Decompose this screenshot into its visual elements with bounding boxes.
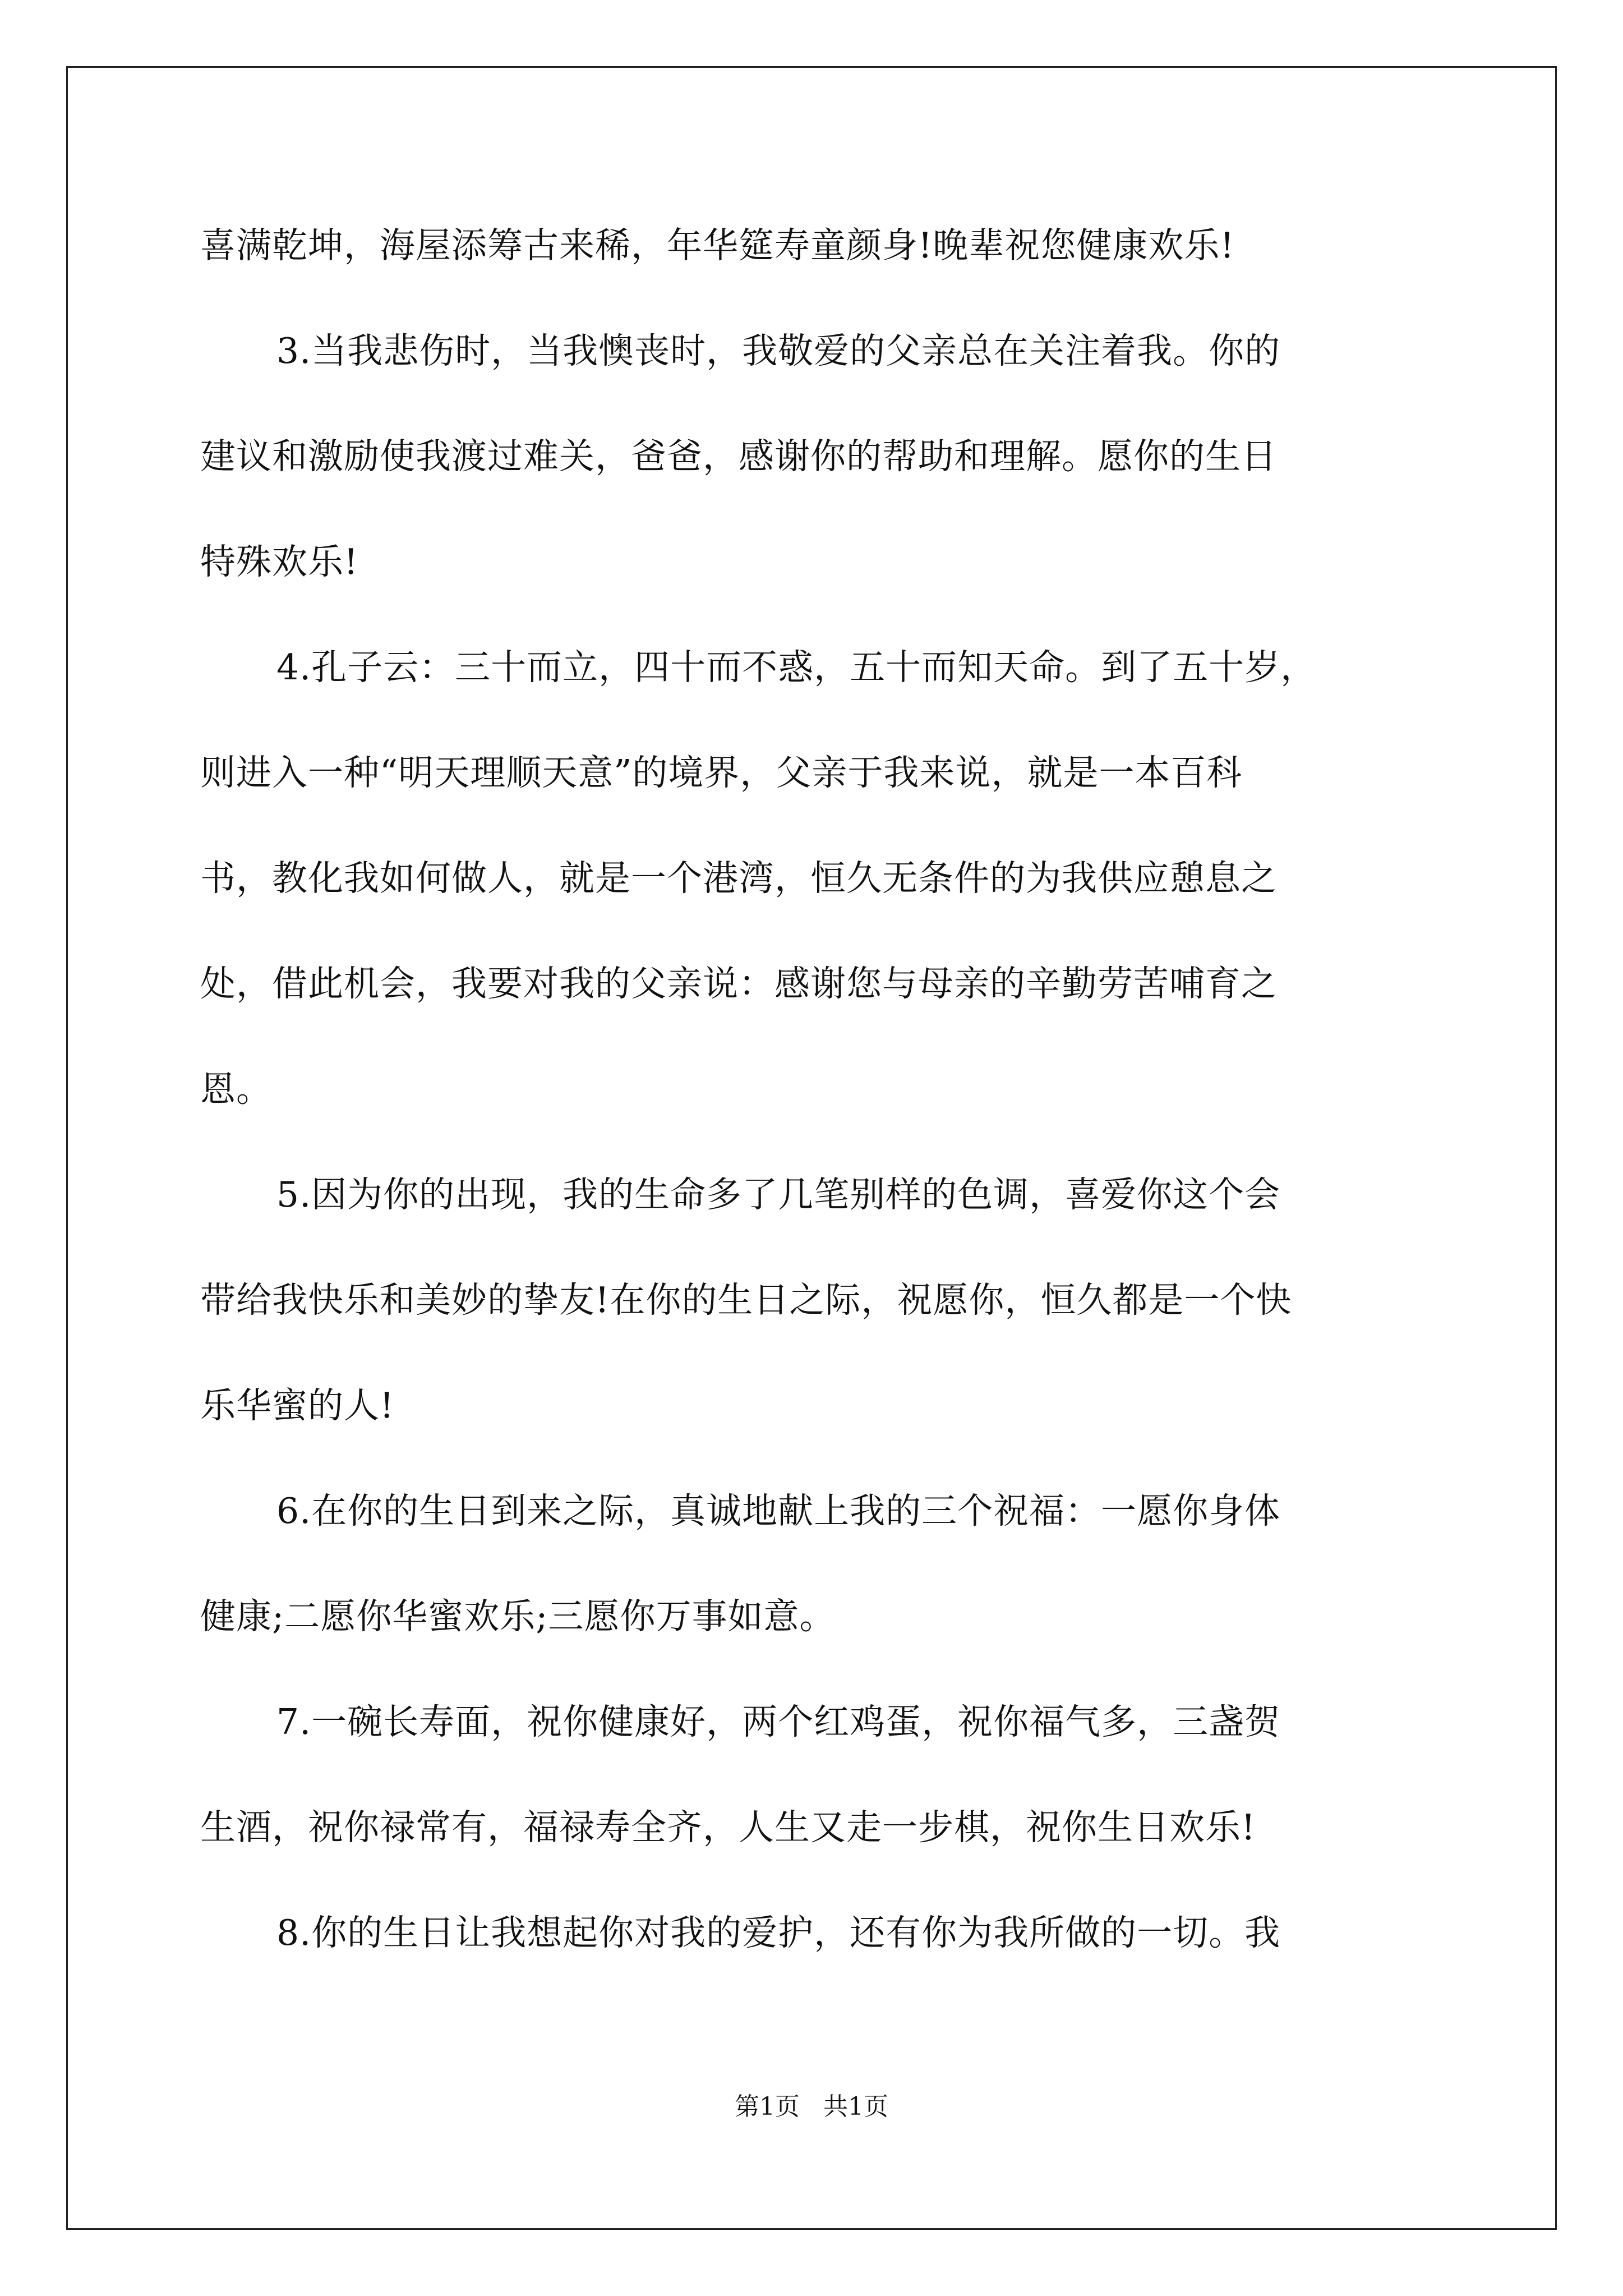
paragraph-7-line-2: 生酒，祝你禄常有，福禄寿全齐，人生又走一步棋，祝你生日欢乐! xyxy=(200,1807,1256,1848)
paragraph-8-line-1: 8.你的生日让我想起你对我的爱护，还有你为我所做的一切。我 xyxy=(276,1912,1281,1953)
paragraph-4-line-4: 处，借此机会，我要对我的父亲说：感谢您与母亲的辛勤劳苦哺育之 xyxy=(200,963,1277,1004)
page-border xyxy=(66,66,1557,2230)
paragraph-4-line-3: 书，教化我如何做人，就是一个港湾，恒久无条件的为我供应憩息之 xyxy=(200,858,1277,899)
footer-spacer xyxy=(800,2092,823,2121)
paragraph-7-line-1: 7.一碗长寿面，祝你健康好，两个红鸡蛋，祝你福气多，三盏贺 xyxy=(276,1701,1281,1742)
paragraph-5-line-1: 5.因为你的出现，我的生命多了几笔别样的色调，喜爱你这个会 xyxy=(276,1174,1281,1215)
paragraph-3-line-3: 特殊欢乐! xyxy=(200,541,359,582)
paragraph-3-line-2: 建议和激励使我渡过难关，爸爸，感谢你的帮助和理解。愿你的生日 xyxy=(200,436,1277,477)
page-number: 第1页 xyxy=(735,2092,800,2121)
paragraph-6-line-2: 健康;二愿你华蜜欢乐;三愿你万事如意。 xyxy=(200,1596,836,1637)
text-line: 喜满乾坤，海屋添筹古来稀，年华筵寿童颜身!晚辈祝您健康欢乐! xyxy=(200,225,1235,266)
paragraph-3-line-1: 3.当我悲伤时，当我懊丧时，我敬爱的父亲总在关注着我。你的 xyxy=(276,330,1281,371)
paragraph-6-line-1: 6.在你的生日到来之际，真诚地献上我的三个祝福：一愿你身体 xyxy=(276,1490,1281,1531)
page-total: 共1页 xyxy=(823,2092,888,2121)
paragraph-4-line-1: 4.孔子云：三十而立，四十而不惑，五十而知天命。到了五十岁， xyxy=(276,647,1317,688)
page-footer xyxy=(0,2091,1623,2123)
paragraph-4-line-2: 则进入一种“明天理顺天意”的境界，父亲于我来说，就是一本百科 xyxy=(200,752,1243,793)
paragraph-4-line-5: 恩。 xyxy=(200,1069,272,1110)
paragraph-5-line-2: 带给我快乐和美妙的挚友!在你的生日之际，祝愿你，恒久都是一个快 xyxy=(200,1280,1292,1320)
paragraph-5-line-3: 乐华蜜的人! xyxy=(200,1385,395,1426)
